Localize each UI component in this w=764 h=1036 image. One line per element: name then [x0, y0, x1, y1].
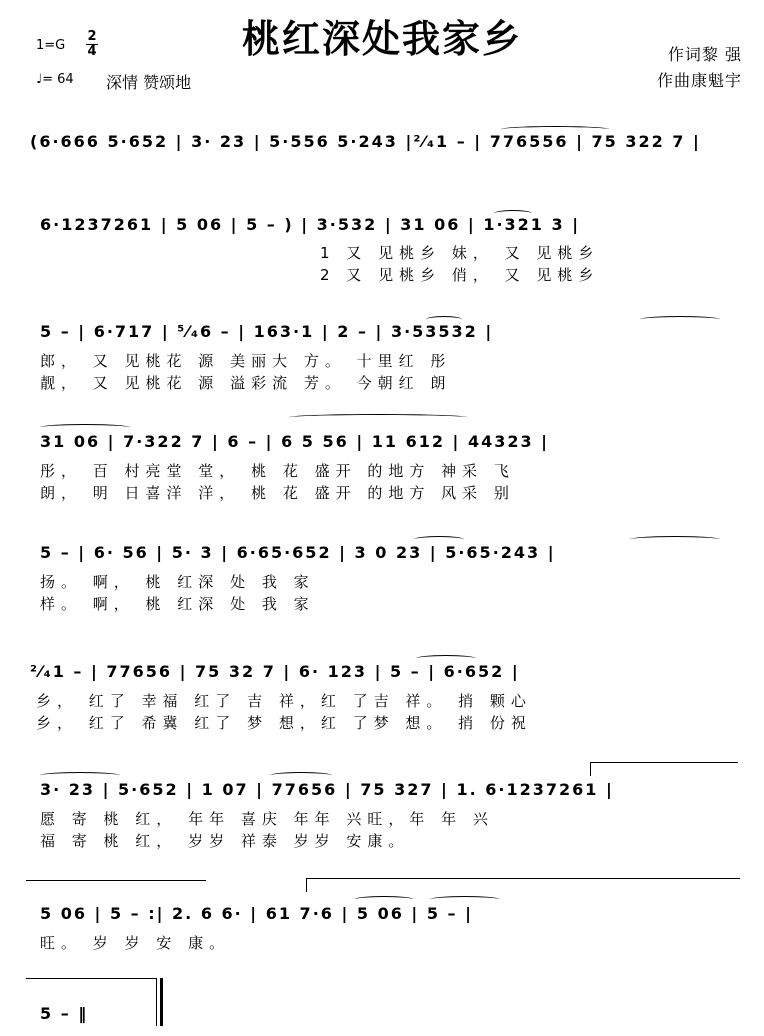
volta-2-hook	[306, 878, 307, 892]
system-4-notes: 31 06 | 7·322 7 | 6 – | 6 5 56 | 11 612 | 44323 |	[40, 432, 550, 451]
slur	[426, 316, 462, 323]
system-7-notes: 3· 23 | 5·652 | 1 07 | 77656 | 75 327 | 1. 6·1237261 |	[40, 780, 614, 799]
slur	[494, 210, 532, 217]
system-6-notes: ²⁄₄1 – | 77656 | 75 32 7 | 6· 123 | 5 – | 6·652 |	[30, 662, 520, 681]
meter-top: 2	[87, 29, 97, 44]
tie-line	[26, 880, 206, 881]
slur	[430, 896, 500, 903]
volta-1-line	[590, 762, 738, 763]
final-barline-thick	[160, 978, 163, 1026]
slur	[40, 424, 130, 431]
time-signature	[86, 30, 98, 59]
key-signature: 1=G	[36, 38, 66, 53]
slur	[500, 126, 610, 133]
system-1-notes: (6·666 5·652 | 3· 23 | 5·556 5·243 |²⁄₄1 – | 776556 | 75 322 7 |	[30, 132, 701, 151]
volta-2-line	[306, 878, 740, 879]
system-2-notes: 6·1237261 | 5 06 | 5 – ) | 3·532 | 31 06 | 1·321 3 |	[40, 215, 581, 234]
slur	[414, 536, 464, 543]
system-8-notes: 5 06 | 5 – :| 2. 6 6· | 61 7·6 | 5 06 | 5 – |	[40, 904, 473, 923]
slur	[630, 536, 720, 543]
system-5-lyrics-verse2: 样。 啊， 桃 红深 处 我 家	[40, 595, 315, 613]
volta-1-hook	[590, 762, 591, 776]
system-4-lyrics-verse1: 彤， 百 村亮堂 堂， 桃 花 盛开 的地方 神采 飞	[40, 462, 515, 480]
slur	[354, 896, 414, 903]
slur	[40, 772, 120, 779]
system-3-lyrics-verse2: 靓， 又 见桃花 源 溢彩流 芳。 今朝红 朗	[40, 374, 452, 392]
slur	[640, 316, 720, 323]
system-7-lyrics-verse2: 福 寄 桃 红， 岁岁 祥泰 岁岁 安康。	[40, 832, 410, 850]
system-2-lyrics-verse2: 2 又 见桃乡 俏， 又 见桃乡	[320, 266, 600, 284]
meter-bottom: 4	[87, 44, 97, 59]
system-4-lyrics-verse2: 朗， 明 日喜洋 洋， 桃 花 盛开 的地方 风采 别	[40, 484, 515, 502]
system-3-lyrics-verse1: 郎， 又 见桃花 源 美丽大 方。 十里红 彤	[40, 352, 452, 370]
tempo-mark: ♩= 64	[36, 72, 74, 87]
expression-mark: 深情 赞颂地	[106, 73, 192, 92]
system-3-notes: 5 – | 6·717 | ⁵⁄₄6 – | 163·1 | 2 – | 3·53532 |	[40, 322, 494, 341]
system-5-notes: 5 – | 6· 56 | 5· 3 | 6·65·652 | 3 0 23 | 5·65·243 |	[40, 543, 556, 562]
system-6-lyrics-verse2: 乡， 红了 希冀 红了 梦 想，红 了梦 想。 捎 份祝	[36, 714, 532, 732]
system-7-lyrics-verse1: 愿 寄 桃 红， 年年 喜庆 年年 兴旺，年 年 兴	[40, 810, 494, 828]
system-5-lyrics-verse1: 扬。 啊， 桃 红深 处 我 家	[40, 573, 315, 591]
system-2-lyrics-verse1: 1 又 见桃乡 妹， 又 见桃乡	[320, 244, 600, 262]
tie-line	[26, 978, 156, 979]
system-6-lyrics-verse1: 乡， 红了 幸福 红了 吉 祥，红 了吉 祥。 捎 颗心	[36, 692, 532, 710]
composer-credit: 作曲康魁宇	[656, 71, 742, 90]
system-9-notes: 5 – ‖	[40, 1004, 89, 1023]
system-8-lyrics-verse1: 旺。 岁 岁 安 康。	[40, 934, 231, 952]
slur	[288, 414, 468, 421]
lyricist-credit: 作词黎 强	[667, 45, 742, 64]
final-barline-thin	[156, 978, 157, 1026]
song-title: 桃红深处我家乡	[241, 16, 522, 61]
slur	[270, 772, 332, 779]
slur	[416, 655, 476, 662]
